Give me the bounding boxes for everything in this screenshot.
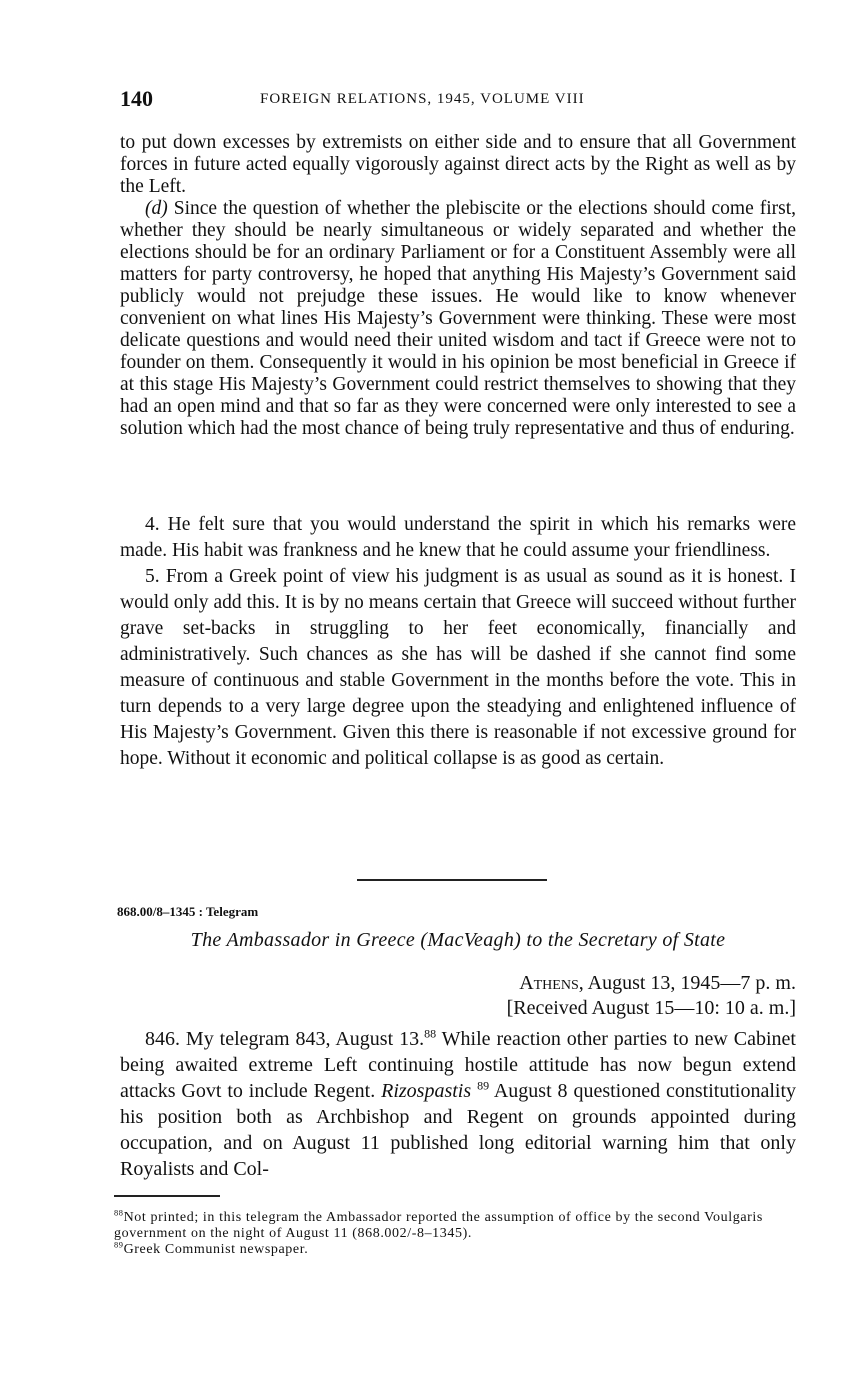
continued-text (120, 132, 796, 440)
footnotes (114, 1210, 800, 1258)
footnote-text: Greek Communist newspaper. (123, 1242, 309, 1257)
footnote-ref-88: 88 (424, 1026, 437, 1041)
letter-body (120, 512, 796, 772)
page-header (120, 86, 800, 114)
paragraph-d-label: (d) (145, 198, 168, 219)
footnote-mark: 89 (114, 1240, 124, 1250)
received-line: [Received August 15—10: 10 a. m.] (506, 997, 796, 1019)
document-title: The Ambassador in Greece (MacVeagh) to the Secretary of State (190, 929, 726, 951)
newspaper-name: Rizospastis (381, 1080, 472, 1102)
paragraph-5: 5. From a Greek point of view his judgment is as usual as sound as it is honest. I would only add this. It is by no means certain that Greece will succeed without further grave set-backs in struggling to her feet economically, financially and administratively. Such chances as she has will be dashed if she cannot find some measure of continuous and stable Government in the months before the vote. This in turn depends to a very large degree upon the steadying and enlightened influence of His Majesty’s Government. Given this there is reasonable if not excessive ground for hope. Without it economic and political collapse is as good as certain. (120, 566, 796, 769)
dateline (519, 972, 796, 995)
footnote-ref-89: 89 (477, 1078, 490, 1093)
paragraph-846 (120, 1026, 796, 1182)
footnote-rule (114, 1195, 220, 1197)
paragraph-d-text: Since the question of whether the plebiscite or the elections should come first, whether they should be nearly simultaneous or widely separated and whether the elections should be for an ordinary Parliament or for a Constituent Assembly were all matters for party controversy, he hoped that anything His Majesty’s Government said publicly would not prejudge these issues. He would like to know whenever convenient on what lines His Majesty’s Government were thinking. These were most delicate questions and would need their united wisdom and tact if Greece were not to founder on them. Consequently it would in his opinion be most beneficial in Greece if at this stage His Majesty’s Government could restrict themselves to showing that they had an open mind and that so far as they were concerned were only interested to see a solution which had the most chance of being truly representative and thus of enduring. (120, 198, 796, 439)
telegram-text-c: August 8 questioned constitutionality his position both as Archbishop and Regent on grounds appointed during occupation, and on August 11 published long editorial warning him that only Royalists and Col- (120, 1080, 796, 1180)
footnote-text: Not printed; in this telegram the Ambassador reported the assumption of office by the second Voulgaris government on the night of August 11 (868.002/-8–1345). (114, 1210, 763, 1241)
paragraph-4: 4. He felt sure that you would understand the spirit in which his remarks were made. His habit was frankness and he knew that he could assume your friendliness. (120, 514, 796, 561)
paragraph-d (120, 198, 796, 440)
footnote-mark: 88 (114, 1208, 124, 1218)
telegram-text-a: 846. My telegram 843, August 13. (145, 1028, 425, 1050)
dateline-date: , August 13, 1945—7 p. m. (578, 972, 796, 994)
dateline-place: Athens (519, 972, 579, 994)
telegram-text-b: While reaction other parties to new Cabinet being awaited extreme Left continuing hostile attitude has now begun extend attacks Govt to include Regent. (120, 1028, 796, 1102)
page-number: 140 (120, 86, 153, 111)
section-divider (357, 879, 547, 881)
footnote-88 (114, 1210, 800, 1242)
footnote-89 (114, 1242, 800, 1258)
document-file-id: 868.00/8–1345 : Telegram (117, 904, 259, 919)
paragraph-continuation: to put down excesses by extremists on either side and to ensure that all Government forces in future acted equally vigorously against direct acts by the Right as well as by the Left. (120, 132, 796, 197)
running-head: FOREIGN RELATIONS, 1945, VOLUME VIII (260, 91, 585, 107)
telegram-text (120, 1026, 796, 1182)
